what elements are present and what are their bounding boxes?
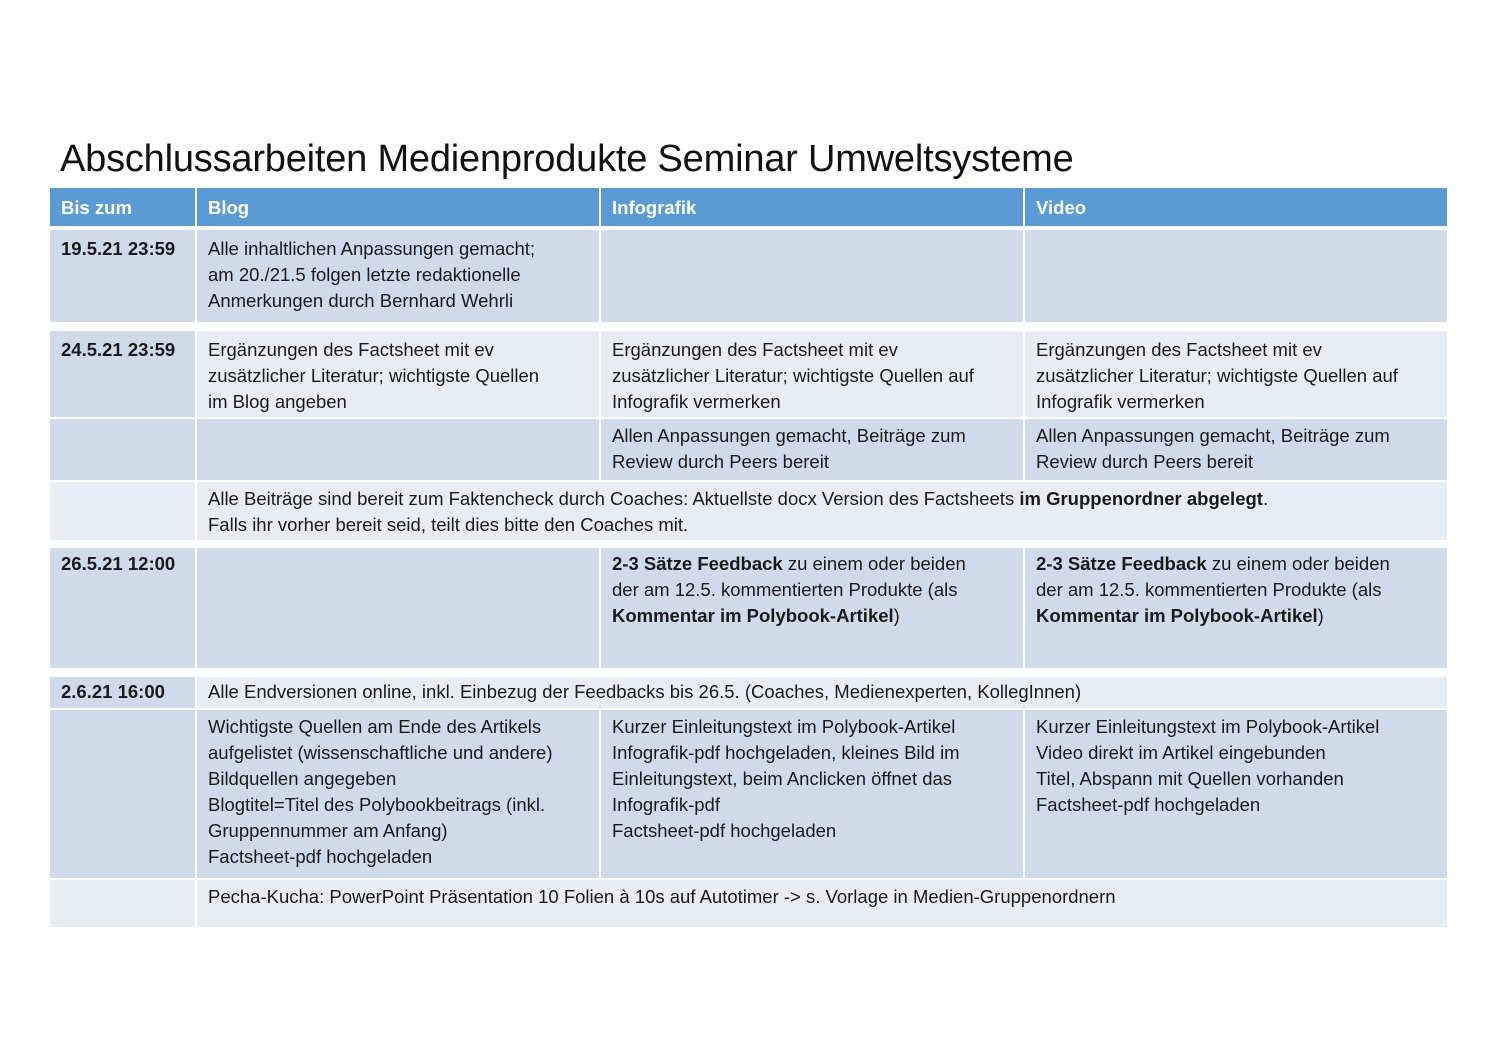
cell-line: Anmerkungen durch Bernhard Wehrli [208,290,514,311]
feedback-text: ) [1317,605,1324,626]
cell-line: zusätzlicher Literatur; wichtigste Quellen auf [612,365,974,386]
cell-line: der am 12.5. kommentierten Produkte (als [1036,579,1382,600]
row-blog-cell [197,419,599,480]
cell-line: Alle inhaltlichen Anpassungen gemacht; [208,238,536,259]
cell-line [612,603,1013,629]
table-row [50,331,1447,417]
cell-line: Kurzer Einleitungstext im Polybook-Artikel [612,716,956,737]
feedback-text: ) [893,605,900,626]
page-title: Abschlussarbeiten Medienprodukte Seminar Umweltsysteme [60,138,1074,180]
row-blog-cell [197,548,599,668]
table-row [50,230,1447,322]
cell-line: der am 12.5. kommentierten Produkte (als [612,579,958,600]
table-row [50,548,1447,668]
row-blog-cell [197,230,599,322]
row-span-cell: Alle Endversionen online, inkl. Einbezug der Feedbacks bis 26.5. (Coaches, Medienexperten, KollegInnen) [197,677,1447,708]
cell-line: Ergänzungen des Factsheet mit ev [1036,339,1322,360]
header-bis-zum: Bis zum [50,188,195,226]
cell-line: Bildquellen angegeben [208,768,397,789]
cell-line: Gruppennummer am Anfang) [208,820,448,841]
row-video-cell [1025,710,1447,878]
row-date [50,710,195,878]
row-infografik-cell [601,710,1023,878]
cell-line: Kurzer Einleitungstext im Polybook-Artikel [1036,716,1380,737]
table-row [50,710,1447,878]
table-row [50,482,1447,540]
row-video-cell [1025,331,1447,417]
span-text-bold: im Gruppenordner abgelegt [1019,488,1263,509]
cell-line [1036,551,1437,577]
header-infografik: Infografik [601,188,1023,226]
cell-line: Factsheet-pdf hochgeladen [1036,794,1261,815]
row-date [50,419,195,480]
row-video-cell [1025,230,1447,322]
cell-line: am 20./21.5 folgen letzte redaktionelle [208,264,521,285]
row-date [50,482,195,540]
feedback-text: zu einem oder beiden [1206,553,1390,574]
cell-line [1036,603,1437,629]
span-text: . [1262,488,1269,509]
row-blog-cell [197,710,599,878]
table-row [50,419,1447,480]
row-video-cell [1025,548,1447,668]
row-blog-cell [197,331,599,417]
cell-line: Falls ihr vorher bereit seid, teilt dies bitte den Coaches mit. [208,514,689,535]
feedback-text: zu einem oder beiden [782,553,966,574]
row-infografik-cell [601,230,1023,322]
cell-line: im Blog angeben [208,391,347,412]
row-date: 2.6.21 16:00 [50,677,195,708]
cell-line: Wichtigste Quellen am Ende des Artikels [208,716,542,737]
cell-line: Review durch Peers bereit [1036,451,1253,472]
cell-line: Infografik vermerken [1036,391,1205,412]
header-video: Video [1025,188,1447,226]
cell-line: Video direkt im Artikel eingebunden [1036,742,1326,763]
cell-line: Einleitungstext, beim Anclicken öffnet das [612,768,953,789]
cell-line: Infografik-pdf [612,794,720,815]
feedback-bold: Kommentar im Polybook-Artikel [1036,605,1318,626]
cell-line: zusätzlicher Literatur; wichtigste Quellen auf [1036,365,1398,386]
cell-line: zusätzlicher Literatur; wichtigste Quellen [208,365,540,386]
cell-line: Titel, Abspann mit Quellen vorhanden [1036,768,1344,789]
table-row [50,677,1447,708]
row-infografik-cell [601,331,1023,417]
row-infografik-cell [601,548,1023,668]
row-date: 26.5.21 12:00 [50,548,195,668]
header-blog: Blog [197,188,599,226]
cell-line: Allen Anpassungen gemacht, Beiträge zum [1036,425,1390,446]
row-date [50,880,195,927]
span-text: Alle Beiträge sind bereit zum Faktencheck durch Coaches: Aktuellste docx Version des Factsheets [208,488,1020,509]
cell-line: Factsheet-pdf hochgeladen [208,846,433,867]
cell-line: Ergänzungen des Factsheet mit ev [612,339,898,360]
cell-line: Infografik vermerken [612,391,781,412]
feedback-bold: Kommentar im Polybook-Artikel [612,605,894,626]
cell-line: aufgelistet (wissenschaftliche und andere) [208,742,553,763]
row-date: 24.5.21 23:59 [50,331,195,417]
cell-line [208,486,1437,512]
cell-line: Ergänzungen des Factsheet mit ev [208,339,494,360]
row-infografik-cell [601,419,1023,480]
cell-line: Factsheet-pdf hochgeladen [612,820,837,841]
cell-line: Allen Anpassungen gemacht, Beiträge zum [612,425,966,446]
row-span-cell [197,482,1447,540]
feedback-bold: 2-3 Sätze Feedback [612,553,783,574]
table-header-row [50,188,1447,226]
cell-line: Blogtitel=Titel des Polybookbeitrags (inkl. [208,794,546,815]
cell-line: Infografik-pdf hochgeladen, kleines Bild im [612,742,960,763]
cell-line [612,551,1013,577]
table-row [50,880,1447,927]
row-date: 19.5.21 23:59 [50,230,195,322]
row-video-cell [1025,419,1447,480]
row-span-cell: Pecha-Kucha: PowerPoint Präsentation 10 Folien à 10s auf Autotimer -> s. Vorlage in Medien-Gruppenordnern [197,880,1447,927]
cell-line: Review durch Peers bereit [612,451,829,472]
feedback-bold: 2-3 Sätze Feedback [1036,553,1207,574]
